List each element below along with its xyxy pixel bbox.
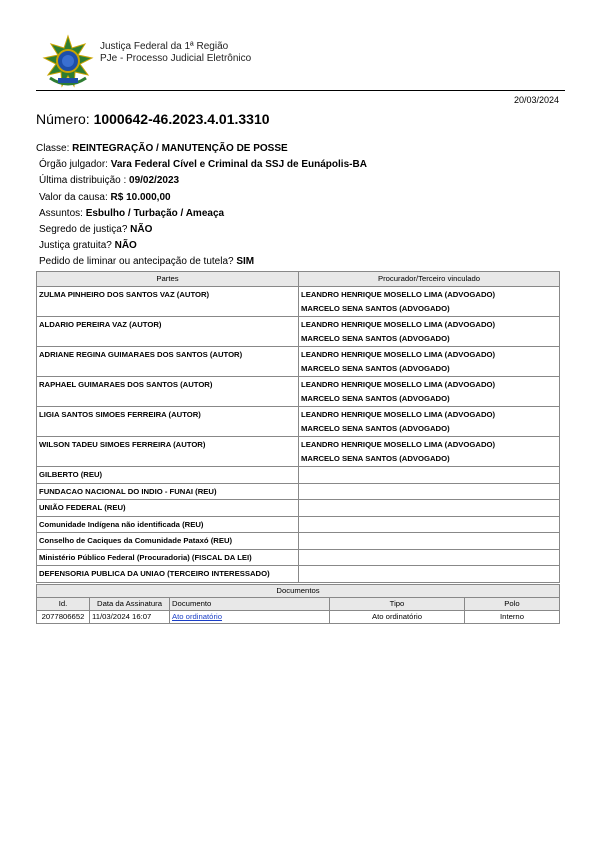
advogado-cell <box>299 437 560 467</box>
documentos-title: Documentos <box>37 585 560 598</box>
field-liminar <box>36 254 561 270</box>
table-row <box>37 500 560 517</box>
advogado-cell <box>299 500 560 517</box>
header-divider <box>36 90 565 91</box>
field-value: NÃO <box>114 240 137 252</box>
institution-name <box>100 41 251 65</box>
table-row <box>37 407 560 437</box>
field-label: Justiça gratuita? <box>39 240 115 252</box>
doc-tipo-cell: Ato ordinatório <box>330 611 465 624</box>
field-label: Órgão julgador: <box>39 159 111 171</box>
field-classe <box>36 141 561 157</box>
advogado-name: MARCELO SENA SANTOS (ADVOGADO) <box>301 453 450 463</box>
doc-name-cell <box>170 611 330 624</box>
table-row <box>37 516 560 533</box>
field-value: Esbulho / Turbação / Ameaça <box>85 207 225 219</box>
field-value: NÃO <box>130 224 153 236</box>
brazil-coat-of-arms-icon <box>40 34 96 90</box>
advogado-cell <box>299 483 560 500</box>
parte-cell: UNIÃO FEDERAL (REU) <box>37 500 299 517</box>
table-row <box>37 566 560 583</box>
report-date: 20/03/2024 <box>513 95 559 105</box>
documentos-header-row <box>37 598 560 611</box>
field-assuntos <box>36 206 561 222</box>
parte-cell: DEFENSORIA PUBLICA DA UNIAO (TERCEIRO INTERESSADO) <box>37 566 299 583</box>
partes-table <box>36 271 560 583</box>
field-value: SIM <box>236 256 255 268</box>
parte-cell: Comunidade Indígena não identificada (REU) <box>37 516 299 533</box>
field-valor <box>36 190 561 206</box>
parte-cell: LIGIA SANTOS SIMOES FERREIRA (AUTOR) <box>37 407 299 437</box>
field-distribuicao <box>36 173 561 189</box>
advogado-name: MARCELO SENA SANTOS (ADVOGADO) <box>301 423 450 433</box>
parte-cell: WILSON TADEU SIMOES FERREIRA (AUTOR) <box>37 437 299 467</box>
field-label: Segredo de justiça? <box>39 224 131 236</box>
advogado-name: LEANDRO HENRIQUE MOSELLO LIMA (ADVOGADO) <box>301 440 496 449</box>
institution-line-2: PJe - Processo Judicial Eletrônico <box>100 53 252 64</box>
table-row <box>37 317 560 347</box>
field-orgao <box>36 157 561 173</box>
doc-id-cell: 2077806652 <box>37 611 90 624</box>
advogado-name: LEANDRO HENRIQUE MOSELLO LIMA (ADVOGADO) <box>301 350 496 359</box>
column-header-data: Data da Assinatura <box>90 598 170 611</box>
parte-cell: ADRIANE REGINA GUIMARAES DOS SANTOS (AUTOR) <box>37 347 299 377</box>
table-row <box>37 611 560 624</box>
advogado-name: MARCELO SENA SANTOS (ADVOGADO) <box>301 393 450 403</box>
table-row <box>37 377 560 407</box>
parte-cell: FUNDACAO NACIONAL DO INDIO - FUNAI (REU) <box>37 483 299 500</box>
parte-cell: ALDARIO PEREIRA VAZ (AUTOR) <box>37 317 299 347</box>
field-label: Valor da causa: <box>39 191 111 203</box>
parte-cell: Conselho de Caciques da Comunidade Pataxó (REU) <box>37 533 299 550</box>
column-header-id: Id. <box>37 598 90 611</box>
process-number-value: 1000642-46.2023.4.01.3310 <box>93 111 270 127</box>
partes-header-row <box>37 272 560 287</box>
document-header <box>36 32 561 90</box>
field-label: Pedido de liminar ou antecipação de tutela? <box>39 256 237 268</box>
documento-link[interactable]: Ato ordinatório <box>172 612 222 621</box>
advogado-name: MARCELO SENA SANTOS (ADVOGADO) <box>301 333 450 343</box>
process-number-label: Número: <box>36 111 90 127</box>
advogado-name: LEANDRO HENRIQUE MOSELLO LIMA (ADVOGADO) <box>301 380 496 389</box>
field-label: Última distribuição : <box>39 175 130 187</box>
advogado-name: MARCELO SENA SANTOS (ADVOGADO) <box>301 303 450 313</box>
column-header-polo: Polo <box>465 598 560 611</box>
field-gratuita <box>36 238 561 254</box>
advogado-name: LEANDRO HENRIQUE MOSELLO LIMA (ADVOGADO) <box>301 290 496 299</box>
column-header-procurador: Procurador/Terceiro vinculado <box>299 272 560 287</box>
advogado-cell <box>299 287 560 317</box>
table-row <box>37 467 560 484</box>
table-row <box>37 549 560 566</box>
parte-cell: Ministério Público Federal (Procuradoria) (FISCAL DA LEI) <box>37 549 299 566</box>
parte-cell: ZULMA PINHEIRO DOS SANTOS VAZ (AUTOR) <box>37 287 299 317</box>
advogado-cell <box>299 347 560 377</box>
advogado-cell <box>299 377 560 407</box>
process-fields <box>36 141 561 271</box>
institution-line-1: Justiça Federal da 1ª Região <box>100 41 229 52</box>
field-value: Vara Federal Cível e Criminal da SSJ de Eunápolis-BA <box>110 159 367 171</box>
table-row <box>37 437 560 467</box>
column-header-partes: Partes <box>37 272 299 287</box>
advogado-cell <box>299 467 560 484</box>
documentos-title-row <box>37 585 560 598</box>
advogado-cell <box>299 533 560 550</box>
field-label: Classe: <box>36 143 73 154</box>
documentos-table <box>36 584 560 624</box>
field-segredo <box>36 222 561 238</box>
field-value: 09/02/2023 <box>129 175 180 187</box>
advogado-cell <box>299 549 560 566</box>
advogado-cell <box>299 516 560 533</box>
advogado-name: LEANDRO HENRIQUE MOSELLO LIMA (ADVOGADO) <box>301 320 496 329</box>
advogado-cell <box>299 317 560 347</box>
advogado-cell <box>299 407 560 437</box>
table-row <box>37 483 560 500</box>
table-row <box>37 287 560 317</box>
doc-date-cell: 11/03/2024 16:07 <box>90 611 170 624</box>
table-row <box>37 347 560 377</box>
field-value: R$ 10.000,00 <box>110 191 171 203</box>
advogado-name: MARCELO SENA SANTOS (ADVOGADO) <box>301 363 450 373</box>
parte-cell: RAPHAEL GUIMARAES DOS SANTOS (AUTOR) <box>37 377 299 407</box>
field-value: REINTEGRAÇÃO / MANUTENÇÃO DE POSSE <box>72 143 288 154</box>
table-row <box>37 533 560 550</box>
advogado-cell <box>299 566 560 583</box>
field-label: Assuntos: <box>39 207 86 219</box>
column-header-tipo: Tipo <box>330 598 465 611</box>
process-number <box>36 111 270 127</box>
column-header-documento: Documento <box>170 598 330 611</box>
parte-cell: GILBERTO (REU) <box>37 467 299 484</box>
doc-polo-cell: Interno <box>465 611 560 624</box>
advogado-name: LEANDRO HENRIQUE MOSELLO LIMA (ADVOGADO) <box>301 410 496 419</box>
